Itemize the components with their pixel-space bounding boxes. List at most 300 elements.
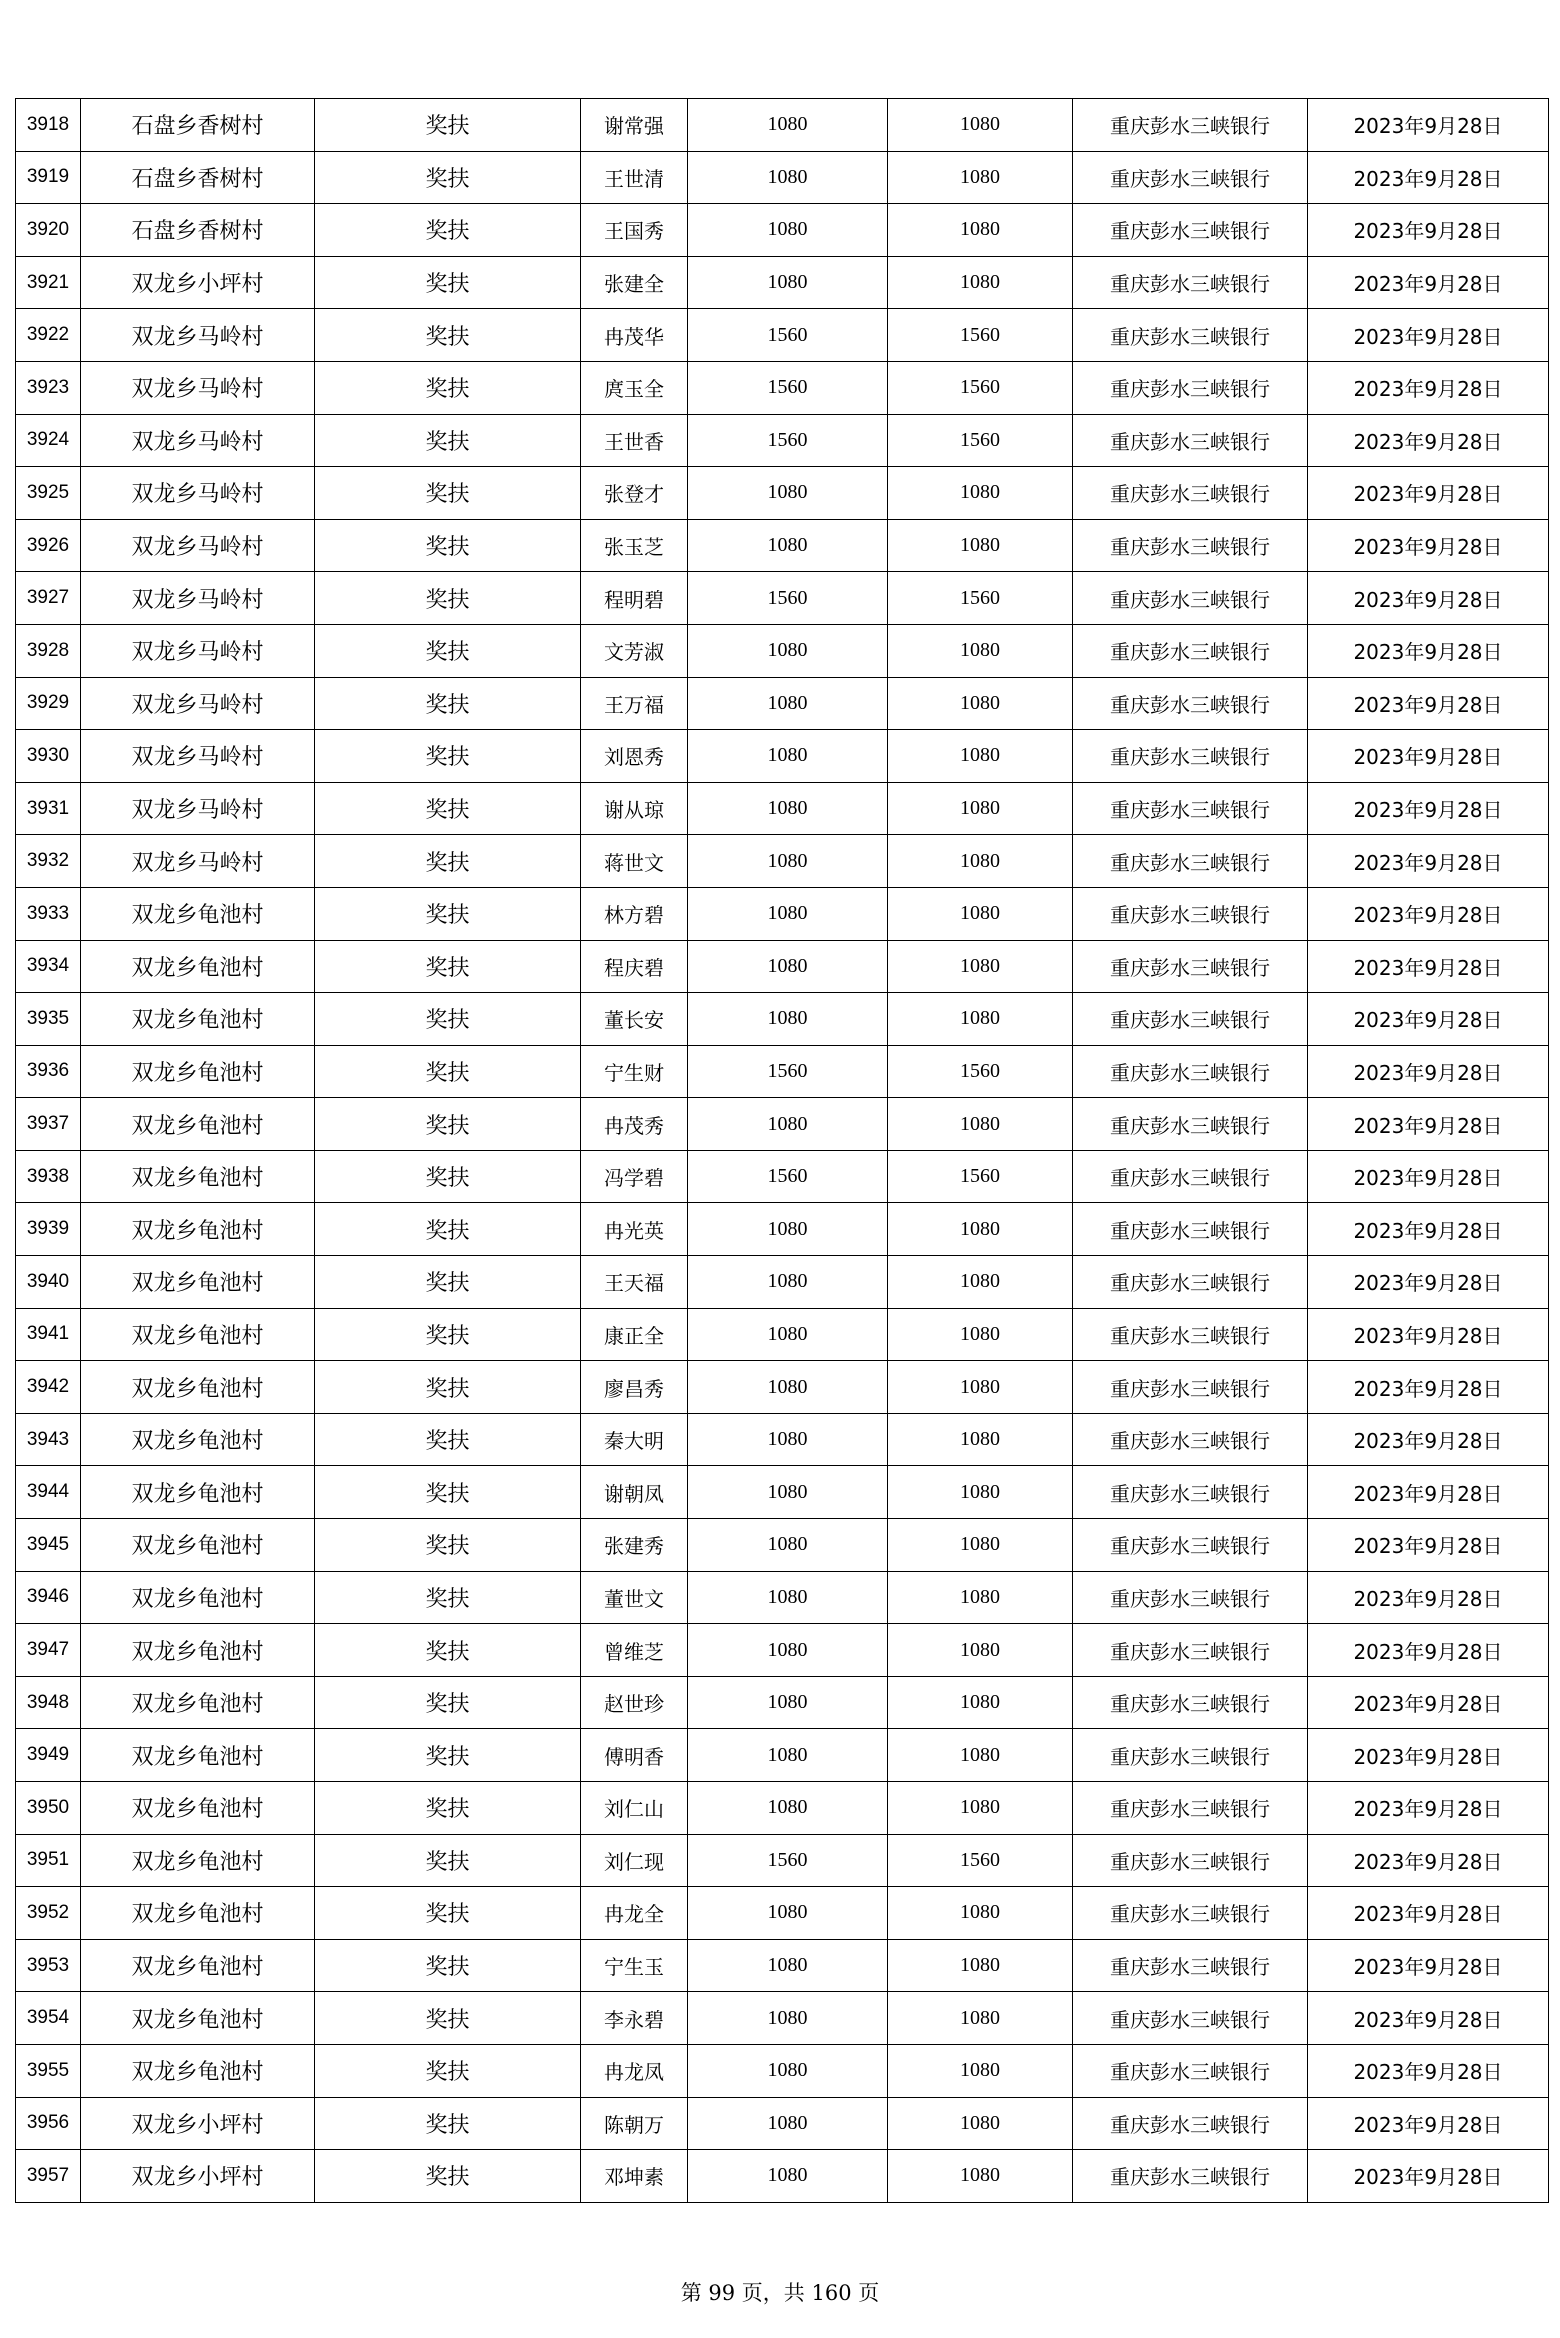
standard-cell: 1080 — [688, 1256, 888, 1309]
table-row — [16, 1519, 1549, 1572]
type-cell: 奖扶 — [315, 993, 581, 1046]
name-cell: 王万福 — [581, 677, 688, 730]
table-row — [16, 1676, 1549, 1729]
name-cell: 冉龙全 — [581, 1887, 688, 1940]
village-cell: 双龙乡龟池村 — [81, 1045, 315, 1098]
name-cell: 宁生财 — [581, 1045, 688, 1098]
amount-cell: 1080 — [888, 940, 1073, 993]
bank-cell: 重庆彭水三峡银行 — [1073, 1992, 1308, 2045]
date-cell: 2023年9月28日 — [1308, 993, 1549, 1046]
name-cell: 冉茂秀 — [581, 1098, 688, 1151]
table-row — [16, 414, 1549, 467]
seq-cell: 3952 — [16, 1887, 81, 1940]
name-cell: 董世文 — [581, 1571, 688, 1624]
standard-cell: 1080 — [688, 1571, 888, 1624]
seq-cell: 3944 — [16, 1466, 81, 1519]
bank-cell: 重庆彭水三峡银行 — [1073, 2150, 1308, 2203]
name-cell: 谢朝凤 — [581, 1466, 688, 1519]
date-cell: 2023年9月28日 — [1308, 1098, 1549, 1151]
village-cell: 双龙乡龟池村 — [81, 1150, 315, 1203]
amount-cell: 1080 — [888, 1098, 1073, 1151]
date-cell: 2023年9月28日 — [1308, 1992, 1549, 2045]
table-row — [16, 1308, 1549, 1361]
date-cell: 2023年9月28日 — [1308, 1887, 1549, 1940]
date-cell: 2023年9月28日 — [1308, 1045, 1549, 1098]
seq-cell: 3934 — [16, 940, 81, 993]
type-cell: 奖扶 — [315, 1361, 581, 1414]
standard-cell: 1080 — [688, 677, 888, 730]
seq-cell: 3919 — [16, 151, 81, 204]
table-row — [16, 1466, 1549, 1519]
name-cell: 谢从琼 — [581, 782, 688, 835]
name-cell: 蒋世文 — [581, 835, 688, 888]
date-cell: 2023年9月28日 — [1308, 2150, 1549, 2203]
bank-cell: 重庆彭水三峡银行 — [1073, 1361, 1308, 1414]
bank-cell: 重庆彭水三峡银行 — [1073, 1571, 1308, 1624]
type-cell: 奖扶 — [315, 940, 581, 993]
type-cell: 奖扶 — [315, 414, 581, 467]
standard-cell: 1080 — [688, 1413, 888, 1466]
village-cell: 双龙乡龟池村 — [81, 1519, 315, 1572]
name-cell: 冯学碧 — [581, 1150, 688, 1203]
village-cell: 双龙乡小坪村 — [81, 2097, 315, 2150]
seq-cell: 3939 — [16, 1203, 81, 1256]
seq-cell: 3927 — [16, 572, 81, 625]
type-cell: 奖扶 — [315, 256, 581, 309]
name-cell: 傅明香 — [581, 1729, 688, 1782]
standard-cell: 1080 — [688, 782, 888, 835]
date-cell: 2023年9月28日 — [1308, 256, 1549, 309]
seq-cell: 3921 — [16, 256, 81, 309]
table-row — [16, 204, 1549, 257]
name-cell: 张登才 — [581, 467, 688, 520]
standard-cell: 1080 — [688, 624, 888, 677]
seq-cell: 3957 — [16, 2150, 81, 2203]
table-row — [16, 151, 1549, 204]
table-body — [16, 99, 1549, 2203]
standard-cell: 1560 — [688, 1834, 888, 1887]
date-cell: 2023年9月28日 — [1308, 1361, 1549, 1414]
seq-cell: 3947 — [16, 1624, 81, 1677]
village-cell: 双龙乡马岭村 — [81, 414, 315, 467]
bank-cell: 重庆彭水三峡银行 — [1073, 1519, 1308, 1572]
date-cell: 2023年9月28日 — [1308, 414, 1549, 467]
standard-cell: 1560 — [688, 309, 888, 362]
village-cell: 双龙乡龟池村 — [81, 1361, 315, 1414]
date-cell: 2023年9月28日 — [1308, 1782, 1549, 1835]
type-cell: 奖扶 — [315, 1571, 581, 1624]
type-cell: 奖扶 — [315, 519, 581, 572]
village-cell: 双龙乡龟池村 — [81, 1571, 315, 1624]
type-cell: 奖扶 — [315, 1098, 581, 1151]
standard-cell: 1080 — [688, 204, 888, 257]
bank-cell: 重庆彭水三峡银行 — [1073, 414, 1308, 467]
date-cell: 2023年9月28日 — [1308, 940, 1549, 993]
name-cell: 刘仁现 — [581, 1834, 688, 1887]
table-row — [16, 1939, 1549, 1992]
name-cell: 李永碧 — [581, 1992, 688, 2045]
date-cell: 2023年9月28日 — [1308, 1466, 1549, 1519]
village-cell: 双龙乡龟池村 — [81, 1782, 315, 1835]
table-row — [16, 1887, 1549, 1940]
amount-cell: 1080 — [888, 1256, 1073, 1309]
seq-cell: 3954 — [16, 1992, 81, 2045]
payment-table — [15, 98, 1549, 2203]
amount-cell: 1080 — [888, 1992, 1073, 2045]
standard-cell: 1080 — [688, 519, 888, 572]
name-cell: 赵世珍 — [581, 1676, 688, 1729]
seq-cell: 3918 — [16, 99, 81, 152]
name-cell: 庹玉全 — [581, 361, 688, 414]
village-cell: 双龙乡马岭村 — [81, 467, 315, 520]
village-cell: 双龙乡龟池村 — [81, 2044, 315, 2097]
village-cell: 双龙乡龟池村 — [81, 1729, 315, 1782]
bank-cell: 重庆彭水三峡银行 — [1073, 887, 1308, 940]
name-cell: 王国秀 — [581, 204, 688, 257]
seq-cell: 3951 — [16, 1834, 81, 1887]
table-row — [16, 1203, 1549, 1256]
standard-cell: 1560 — [688, 414, 888, 467]
bank-cell: 重庆彭水三峡银行 — [1073, 782, 1308, 835]
table-row — [16, 887, 1549, 940]
date-cell: 2023年9月28日 — [1308, 151, 1549, 204]
bank-cell: 重庆彭水三峡银行 — [1073, 624, 1308, 677]
standard-cell: 1080 — [688, 1729, 888, 1782]
type-cell: 奖扶 — [315, 1782, 581, 1835]
standard-cell: 1080 — [688, 256, 888, 309]
standard-cell: 1080 — [688, 730, 888, 783]
amount-cell: 1080 — [888, 1887, 1073, 1940]
amount-cell: 1080 — [888, 1203, 1073, 1256]
date-cell: 2023年9月28日 — [1308, 1150, 1549, 1203]
name-cell: 冉茂华 — [581, 309, 688, 362]
village-cell: 双龙乡马岭村 — [81, 835, 315, 888]
name-cell: 王世清 — [581, 151, 688, 204]
date-cell: 2023年9月28日 — [1308, 677, 1549, 730]
seq-cell: 3920 — [16, 204, 81, 257]
amount-cell: 1080 — [888, 2150, 1073, 2203]
name-cell: 林方碧 — [581, 887, 688, 940]
amount-cell: 1080 — [888, 256, 1073, 309]
standard-cell: 1080 — [688, 2044, 888, 2097]
name-cell: 张建全 — [581, 256, 688, 309]
village-cell: 石盘乡香树村 — [81, 99, 315, 152]
standard-cell: 1080 — [688, 1624, 888, 1677]
type-cell: 奖扶 — [315, 1256, 581, 1309]
table-row — [16, 2044, 1549, 2097]
name-cell: 冉光英 — [581, 1203, 688, 1256]
bank-cell: 重庆彭水三峡银行 — [1073, 1834, 1308, 1887]
standard-cell: 1560 — [688, 572, 888, 625]
seq-cell: 3943 — [16, 1413, 81, 1466]
date-cell: 2023年9月28日 — [1308, 782, 1549, 835]
village-cell: 双龙乡马岭村 — [81, 519, 315, 572]
type-cell: 奖扶 — [315, 1676, 581, 1729]
type-cell: 奖扶 — [315, 1413, 581, 1466]
date-cell: 2023年9月28日 — [1308, 204, 1549, 257]
village-cell: 双龙乡马岭村 — [81, 730, 315, 783]
bank-cell: 重庆彭水三峡银行 — [1073, 1939, 1308, 1992]
village-cell: 双龙乡龟池村 — [81, 1887, 315, 1940]
bank-cell: 重庆彭水三峡银行 — [1073, 572, 1308, 625]
seq-cell: 3948 — [16, 1676, 81, 1729]
village-cell: 双龙乡小坪村 — [81, 256, 315, 309]
village-cell: 双龙乡龟池村 — [81, 887, 315, 940]
amount-cell: 1080 — [888, 782, 1073, 835]
standard-cell: 1080 — [688, 2097, 888, 2150]
table-row — [16, 940, 1549, 993]
seq-cell: 3946 — [16, 1571, 81, 1624]
village-cell: 双龙乡马岭村 — [81, 572, 315, 625]
table-row — [16, 624, 1549, 677]
date-cell: 2023年9月28日 — [1308, 1519, 1549, 1572]
amount-cell: 1080 — [888, 151, 1073, 204]
amount-cell: 1560 — [888, 361, 1073, 414]
type-cell: 奖扶 — [315, 1308, 581, 1361]
village-cell: 双龙乡龟池村 — [81, 1939, 315, 1992]
amount-cell: 1560 — [888, 1834, 1073, 1887]
village-cell: 石盘乡香树村 — [81, 204, 315, 257]
table-row — [16, 572, 1549, 625]
standard-cell: 1080 — [688, 467, 888, 520]
standard-cell: 1080 — [688, 99, 888, 152]
type-cell: 奖扶 — [315, 1203, 581, 1256]
table-row — [16, 1624, 1549, 1677]
village-cell: 双龙乡马岭村 — [81, 361, 315, 414]
seq-cell: 3930 — [16, 730, 81, 783]
table-row — [16, 467, 1549, 520]
amount-cell: 1080 — [888, 993, 1073, 1046]
date-cell: 2023年9月28日 — [1308, 467, 1549, 520]
seq-cell: 3936 — [16, 1045, 81, 1098]
amount-cell: 1080 — [888, 1361, 1073, 1414]
standard-cell: 1080 — [688, 1466, 888, 1519]
amount-cell: 1080 — [888, 519, 1073, 572]
bank-cell: 重庆彭水三峡银行 — [1073, 151, 1308, 204]
seq-cell: 3941 — [16, 1308, 81, 1361]
name-cell: 冉龙凤 — [581, 2044, 688, 2097]
date-cell: 2023年9月28日 — [1308, 1413, 1549, 1466]
type-cell: 奖扶 — [315, 99, 581, 152]
standard-cell: 1080 — [688, 940, 888, 993]
bank-cell: 重庆彭水三峡银行 — [1073, 1782, 1308, 1835]
name-cell: 程庆碧 — [581, 940, 688, 993]
village-cell: 双龙乡小坪村 — [81, 2150, 315, 2203]
type-cell: 奖扶 — [315, 782, 581, 835]
table-row — [16, 782, 1549, 835]
amount-cell: 1080 — [888, 1782, 1073, 1835]
bank-cell: 重庆彭水三峡银行 — [1073, 1150, 1308, 1203]
type-cell: 奖扶 — [315, 1729, 581, 1782]
village-cell: 双龙乡龟池村 — [81, 1308, 315, 1361]
name-cell: 刘恩秀 — [581, 730, 688, 783]
village-cell: 双龙乡龟池村 — [81, 993, 315, 1046]
standard-cell: 1560 — [688, 1150, 888, 1203]
table-row — [16, 361, 1549, 414]
type-cell: 奖扶 — [315, 361, 581, 414]
type-cell: 奖扶 — [315, 204, 581, 257]
type-cell: 奖扶 — [315, 1887, 581, 1940]
table-row — [16, 1571, 1549, 1624]
bank-cell: 重庆彭水三峡银行 — [1073, 677, 1308, 730]
bank-cell: 重庆彭水三峡银行 — [1073, 1098, 1308, 1151]
village-cell: 双龙乡马岭村 — [81, 624, 315, 677]
seq-cell: 3953 — [16, 1939, 81, 1992]
seq-cell: 3938 — [16, 1150, 81, 1203]
date-cell: 2023年9月28日 — [1308, 1571, 1549, 1624]
table-row — [16, 1992, 1549, 2045]
table-row — [16, 1256, 1549, 1309]
village-cell: 双龙乡龟池村 — [81, 1624, 315, 1677]
seq-cell: 3924 — [16, 414, 81, 467]
bank-cell: 重庆彭水三峡银行 — [1073, 1203, 1308, 1256]
seq-cell: 3956 — [16, 2097, 81, 2150]
amount-cell: 1560 — [888, 1150, 1073, 1203]
amount-cell: 1080 — [888, 1939, 1073, 1992]
seq-cell: 3945 — [16, 1519, 81, 1572]
village-cell: 双龙乡龟池村 — [81, 1466, 315, 1519]
table-row — [16, 993, 1549, 1046]
village-cell: 双龙乡龟池村 — [81, 1676, 315, 1729]
amount-cell: 1560 — [888, 572, 1073, 625]
amount-cell: 1080 — [888, 2097, 1073, 2150]
seq-cell: 3928 — [16, 624, 81, 677]
seq-cell: 3940 — [16, 1256, 81, 1309]
date-cell: 2023年9月28日 — [1308, 1939, 1549, 1992]
table-row — [16, 730, 1549, 783]
village-cell: 双龙乡龟池村 — [81, 940, 315, 993]
standard-cell: 1080 — [688, 1519, 888, 1572]
seq-cell: 3937 — [16, 1098, 81, 1151]
name-cell: 王世香 — [581, 414, 688, 467]
name-cell: 邓坤素 — [581, 2150, 688, 2203]
bank-cell: 重庆彭水三峡银行 — [1073, 1045, 1308, 1098]
date-cell: 2023年9月28日 — [1308, 99, 1549, 152]
standard-cell: 1560 — [688, 1045, 888, 1098]
name-cell: 程明碧 — [581, 572, 688, 625]
name-cell: 董长安 — [581, 993, 688, 1046]
date-cell: 2023年9月28日 — [1308, 835, 1549, 888]
standard-cell: 1080 — [688, 1203, 888, 1256]
amount-cell: 1080 — [888, 2044, 1073, 2097]
village-cell: 双龙乡龟池村 — [81, 1256, 315, 1309]
bank-cell: 重庆彭水三峡银行 — [1073, 1887, 1308, 1940]
seq-cell: 3949 — [16, 1729, 81, 1782]
bank-cell: 重庆彭水三峡银行 — [1073, 730, 1308, 783]
payment-table-container — [15, 98, 1548, 2203]
standard-cell: 1080 — [688, 2150, 888, 2203]
standard-cell: 1080 — [688, 1676, 888, 1729]
village-cell: 双龙乡马岭村 — [81, 309, 315, 362]
bank-cell: 重庆彭水三峡银行 — [1073, 1413, 1308, 1466]
amount-cell: 1080 — [888, 730, 1073, 783]
date-cell: 2023年9月28日 — [1308, 1256, 1549, 1309]
bank-cell: 重庆彭水三峡银行 — [1073, 940, 1308, 993]
table-row — [16, 1361, 1549, 1414]
name-cell: 陈朝万 — [581, 2097, 688, 2150]
bank-cell: 重庆彭水三峡银行 — [1073, 519, 1308, 572]
bank-cell: 重庆彭水三峡银行 — [1073, 361, 1308, 414]
name-cell: 廖昌秀 — [581, 1361, 688, 1414]
standard-cell: 1080 — [688, 1939, 888, 1992]
type-cell: 奖扶 — [315, 572, 581, 625]
bank-cell: 重庆彭水三峡银行 — [1073, 99, 1308, 152]
standard-cell: 1080 — [688, 151, 888, 204]
seq-cell: 3929 — [16, 677, 81, 730]
village-cell: 双龙乡龟池村 — [81, 1413, 315, 1466]
date-cell: 2023年9月28日 — [1308, 361, 1549, 414]
type-cell: 奖扶 — [315, 1150, 581, 1203]
date-cell: 2023年9月28日 — [1308, 2044, 1549, 2097]
bank-cell: 重庆彭水三峡银行 — [1073, 1624, 1308, 1677]
date-cell: 2023年9月28日 — [1308, 572, 1549, 625]
bank-cell: 重庆彭水三峡银行 — [1073, 1308, 1308, 1361]
amount-cell: 1560 — [888, 309, 1073, 362]
bank-cell: 重庆彭水三峡银行 — [1073, 256, 1308, 309]
name-cell: 康正全 — [581, 1308, 688, 1361]
amount-cell: 1080 — [888, 99, 1073, 152]
type-cell: 奖扶 — [315, 1519, 581, 1572]
bank-cell: 重庆彭水三峡银行 — [1073, 2044, 1308, 2097]
name-cell: 刘仁山 — [581, 1782, 688, 1835]
village-cell: 双龙乡龟池村 — [81, 1834, 315, 1887]
name-cell: 宁生玉 — [581, 1939, 688, 1992]
standard-cell: 1080 — [688, 1361, 888, 1414]
standard-cell: 1080 — [688, 1782, 888, 1835]
standard-cell: 1080 — [688, 993, 888, 1046]
table-row — [16, 256, 1549, 309]
seq-cell: 3935 — [16, 993, 81, 1046]
table-row — [16, 1834, 1549, 1887]
table-row — [16, 835, 1549, 888]
type-cell: 奖扶 — [315, 467, 581, 520]
amount-cell: 1080 — [888, 624, 1073, 677]
date-cell: 2023年9月28日 — [1308, 1676, 1549, 1729]
amount-cell: 1080 — [888, 1308, 1073, 1361]
type-cell: 奖扶 — [315, 2097, 581, 2150]
seq-cell: 3950 — [16, 1782, 81, 1835]
type-cell: 奖扶 — [315, 1624, 581, 1677]
date-cell: 2023年9月28日 — [1308, 730, 1549, 783]
village-cell: 双龙乡龟池村 — [81, 1203, 315, 1256]
type-cell: 奖扶 — [315, 1466, 581, 1519]
village-cell: 双龙乡马岭村 — [81, 677, 315, 730]
amount-cell: 1080 — [888, 835, 1073, 888]
date-cell: 2023年9月28日 — [1308, 519, 1549, 572]
date-cell: 2023年9月28日 — [1308, 309, 1549, 362]
village-cell: 石盘乡香树村 — [81, 151, 315, 204]
village-cell: 双龙乡龟池村 — [81, 1098, 315, 1151]
standard-cell: 1080 — [688, 1887, 888, 1940]
amount-cell: 1080 — [888, 887, 1073, 940]
date-cell: 2023年9月28日 — [1308, 2097, 1549, 2150]
table-row — [16, 309, 1549, 362]
name-cell: 谢常强 — [581, 99, 688, 152]
bank-cell: 重庆彭水三峡银行 — [1073, 204, 1308, 257]
amount-cell: 1080 — [888, 1466, 1073, 1519]
type-cell: 奖扶 — [315, 835, 581, 888]
amount-cell: 1080 — [888, 204, 1073, 257]
type-cell: 奖扶 — [315, 887, 581, 940]
name-cell: 秦大明 — [581, 1413, 688, 1466]
amount-cell: 1560 — [888, 1045, 1073, 1098]
seq-cell: 3932 — [16, 835, 81, 888]
type-cell: 奖扶 — [315, 1045, 581, 1098]
table-row — [16, 2097, 1549, 2150]
amount-cell: 1080 — [888, 1413, 1073, 1466]
standard-cell: 1560 — [688, 361, 888, 414]
date-cell: 2023年9月28日 — [1308, 1203, 1549, 1256]
